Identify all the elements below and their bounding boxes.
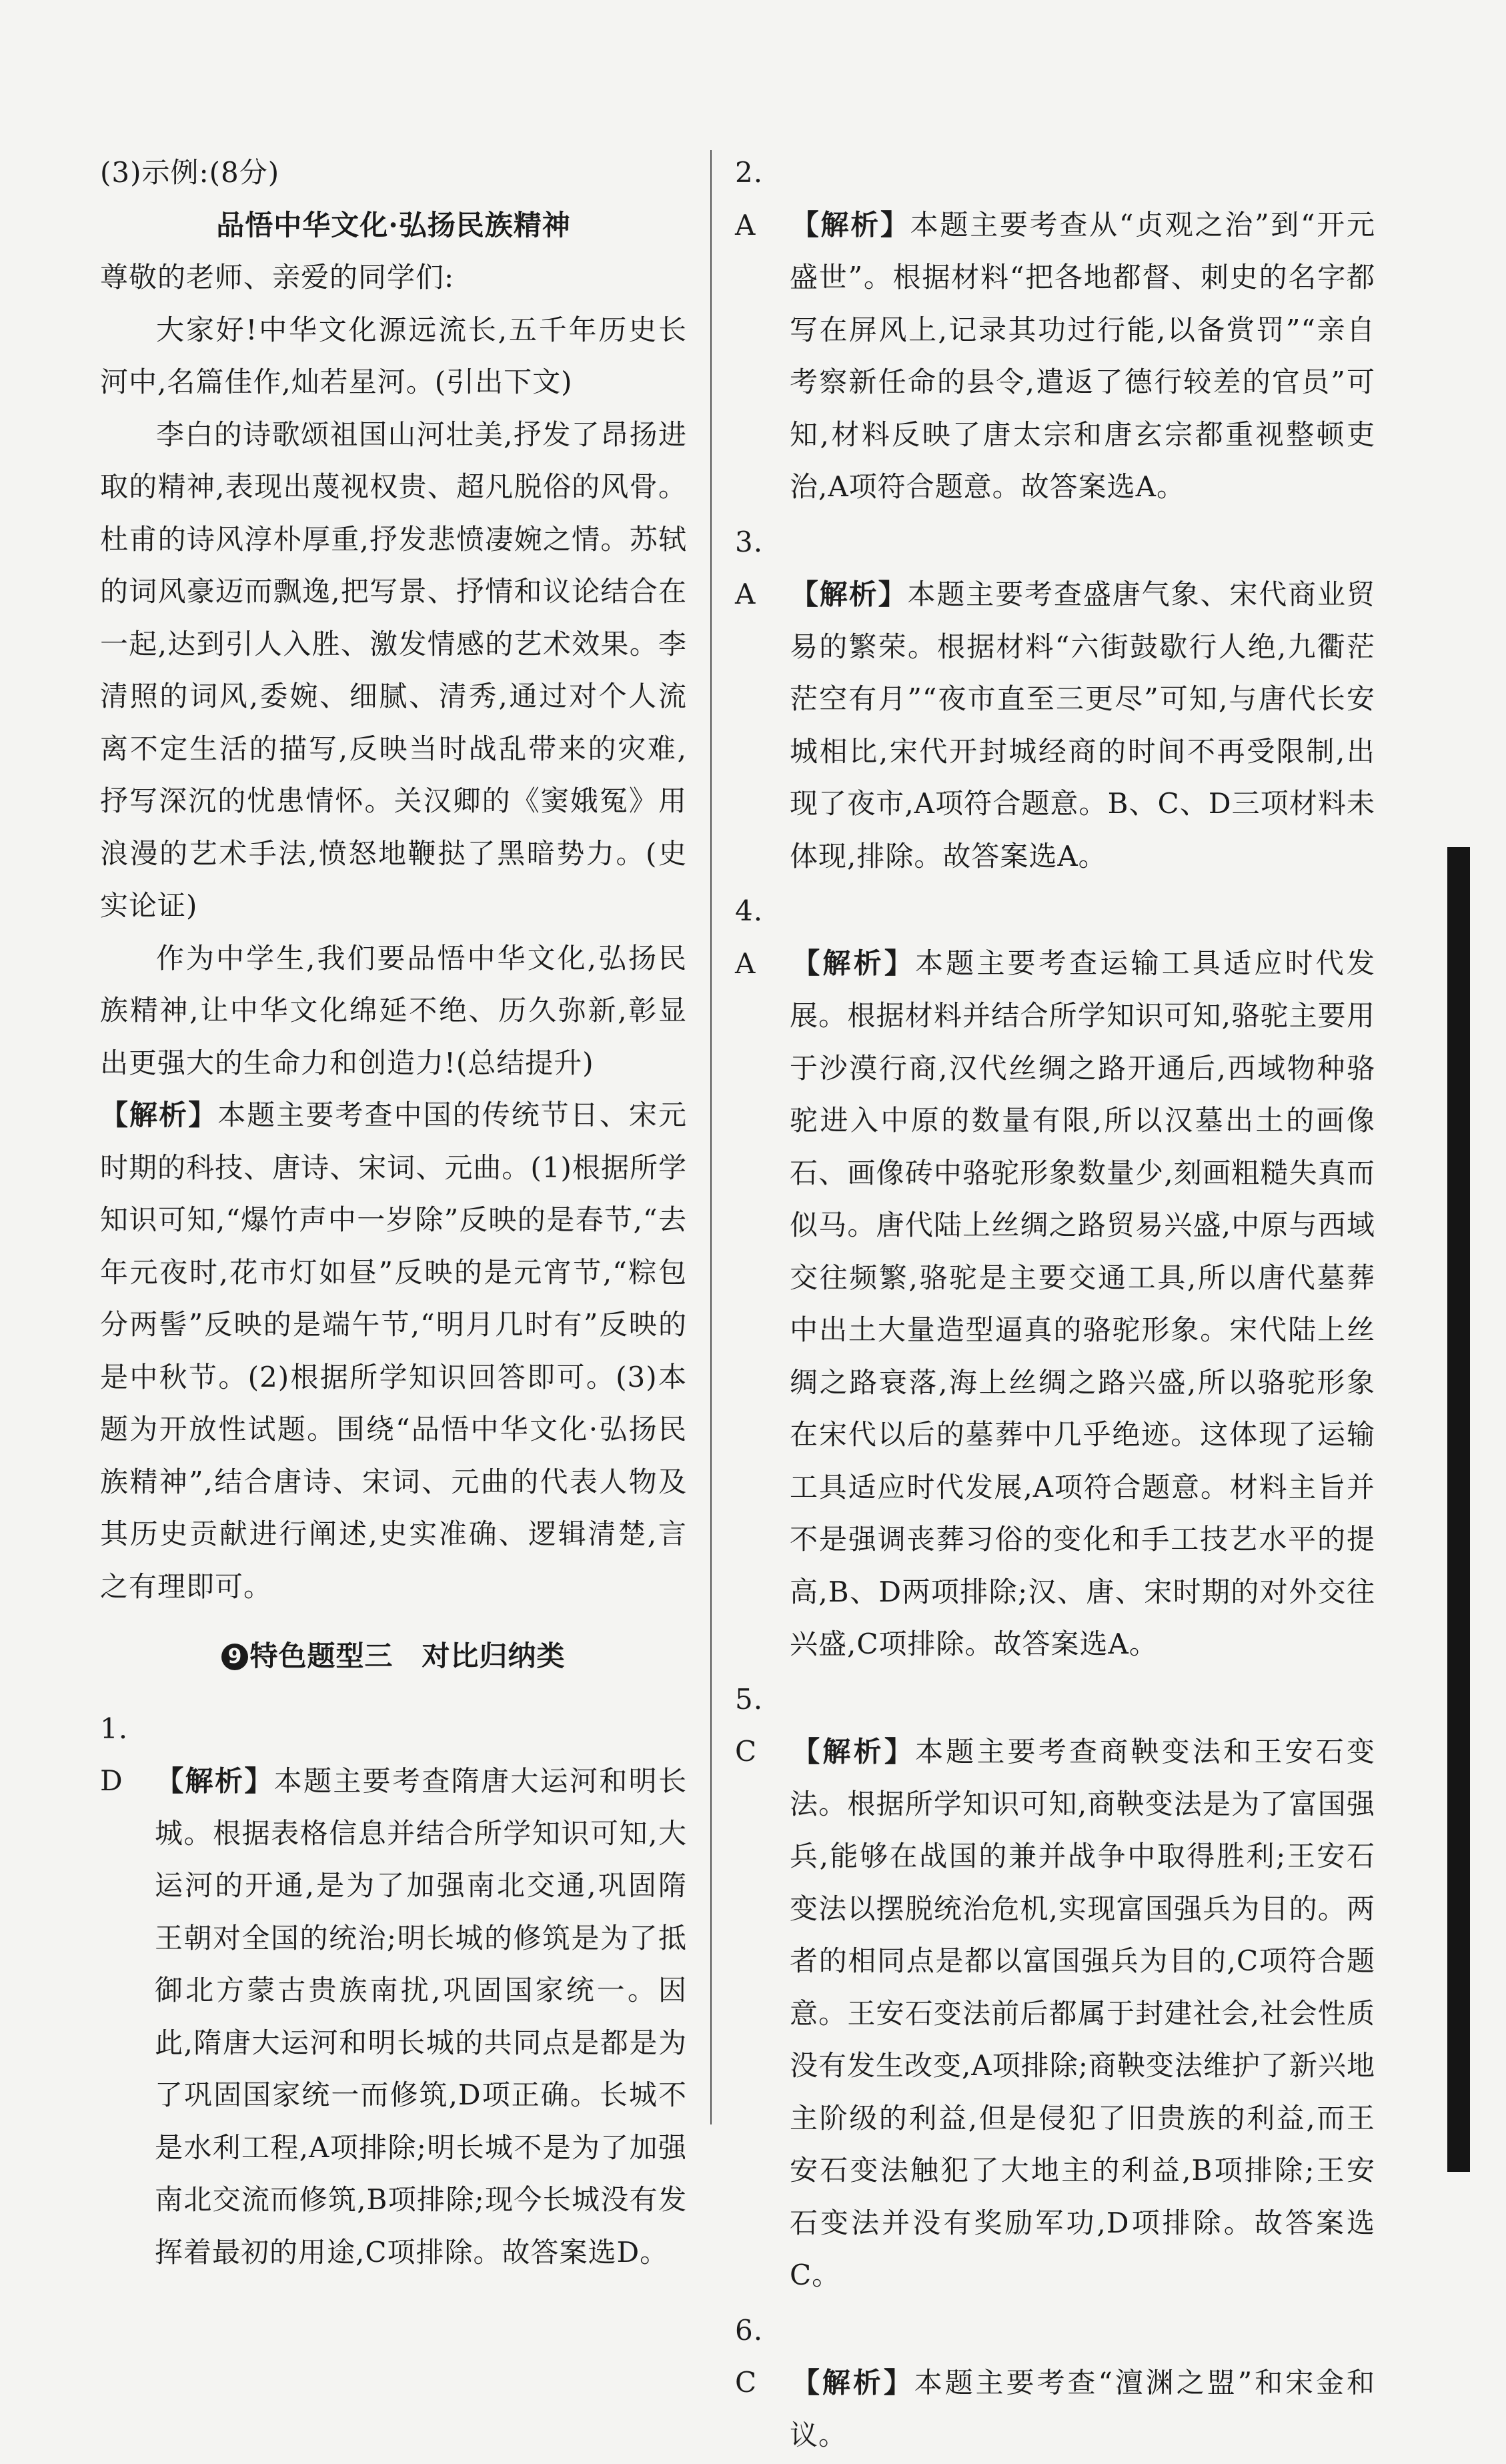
answer-item-4 [735,885,1375,1671]
essay-paragraph-2-text: 李白的诗歌颂祖国山河壮美,抒发了昂扬进取的精神,表现出蔑视权贵、超凡脱俗的风骨。杜甫的诗风淳朴厚重,抒发悲愤凄婉之情。苏轼的词风豪迈而飘逸,把写景、抒情和议论结合在一起,达到引人入胜、激发情感的艺术效果。李清照的词风,委婉、细腻、清秀,通过对个人流离不定生活的描写,反映当时战乱带来的灾难,抒写深沉的忧患情怀。关汉卿的《窦娥冤》用浪漫的艺术手法,愤怒地鞭挞了黑暗势力。 [100,418,687,870]
answer-text: 本题主要考查运输工具适应时代发展。根据材料并结合所学知识可知,骆驼主要用于沙漠行商,汉代丝绸之路开通后,西域物种骆驼进入中原的数量有限,所以汉墓出土的画像石、画像砖中骆驼形象数量少,刻画粗糙失真而似马。唐代陆上丝绸之路贸易兴盛,中原与西域交往频繁,骆驼是主要交通工具,所以唐代墓葬中出土大量造型逼真的骆驼形象。宋代陆上丝绸之路衰落,海上丝绸之路兴盛,所以骆驼形象在宋代以后的墓葬中几乎绝迹。这体现了运输工具适应时代发展,A项符合题意。材料主旨并不是强调丧葬习俗的变化和手工技艺水平的提高,B、D两项排除;汉、唐、宋时期的对外交往兴盛,C项排除。故答案选A。 [790,947,1375,1660]
analysis-tag: 【解析】 [100,1099,218,1131]
answer-text: 本题主要考查隋唐大运河和明长城。根据表格信息并结合所学知识可知,大运河的开通,是为了加强南北交通,巩固隋王朝对全国的统治;明长城的修筑是为了抵御北方蒙古贵族南扰,巩固国家统一。因此,隋唐大运河和明长城的共同点是都是为了巩固国家统一而修筑,D项正确。长城不是水利工程,A项排除;明长城不是为了加强南北交流而修筑,B项排除;现今长城没有发挥着最初的用途,C项排除。故答案选D。 [155,1764,687,2269]
scan-edge-shadow [1447,847,1470,2172]
answer-number: 4. A [735,894,764,980]
essay-paragraph-1-text: 大家好!中华文化源远流长,五千年历史长河中,名篇佳作,灿若星河。 [100,313,687,398]
analysis-tag: 【解析】 [790,578,908,610]
essay-greeting: 尊敬的老师、亲爱的同学们: [100,261,455,293]
section-number-badge: 9 [221,1644,248,1670]
answer-text: 本题主要考查“澶渊之盟”和宋金和议。 [790,2366,1375,2451]
essay-paragraph-3 [100,933,687,1090]
column-divider [710,150,712,2124]
essay-paragraph-3-note: (总结提升) [456,1046,594,1079]
section-title: 特色题型三 对比归纳类 [249,1640,566,1672]
answer-text: 本题主要考查商鞅变法和王安石变法。根据所学知识可知,商鞅变法是为了富国强兵,能够在战国的兼并战争中取得胜利;王安石变法以摆脱统治危机,实现富国强兵为目的。两者的相同点是都以富国强兵为目的,C项符合题意。王安石变法前后都属于封建社会,社会性质没有发生改变,A项排除;商鞅变法维护了新兴地主阶级的利益,但是侵犯了旧贵族的利益,而王安石变法触犯了大地主的利益,B项排除;王安石变法并没有奖励军功,D项排除。故答案选C。 [790,1735,1375,2291]
analysis-tag: 【解析】 [790,208,910,241]
answer-number: 6. C [735,2313,764,2399]
essay-paragraph-1-note: (引出下文) [434,366,573,398]
essay-paragraph-2 [100,409,687,933]
right-column [735,147,1375,2464]
answer-item-2 [735,147,1375,514]
essay-paragraph-3-text: 作为中学生,我们要品悟中华文化,弘扬民族精神,让中华文化绵延不绝、历久弥新,彰显出更强大的生命力和创造力! [100,941,687,1079]
essay-paragraph-2-note: (史实论证) [100,836,687,922]
answer-item-3 [735,516,1375,883]
answer-number: 3. A [735,525,764,610]
analysis-tag: 【解析】 [790,1735,916,1768]
analysis-tag: 【解析】 [790,2366,914,2399]
answer-number: 5. C [735,1682,764,1768]
answer-number: 2. A [735,156,764,241]
essay-paragraph-1 [100,304,687,409]
analysis-tag: 【解析】 [790,947,916,980]
answer-item-1 [100,1703,687,2279]
analysis-paragraph [100,1089,687,1613]
answer-text: 本题主要考查盛唐气象、宋代商业贸易的繁荣。根据材料“六街鼓歇行人绝,九衢茫茫空有月”“夜市直至三更尽”可知,与唐代长安城相比,宋代开封城经商的时间不再受限制,出现了夜市,A项符合题意。B、C、D三项材料未体现,排除。故答案选A。 [790,578,1375,872]
essay-title: 品悟中华文化·弘扬民族精神 [216,208,571,241]
answer-item-5 [735,1674,1375,2302]
analysis-tag: 【解析】 [155,1764,274,1797]
answer-text: 本题主要考查从“贞观之治”到“开元盛世”。根据材料“把各地都督、刺史的名字都写在屏风上,记录其功过行能,以备赏罚”“亲自考察新任命的县令,遣返了德行较差的官员”可知,材料反映了唐太宗和唐玄宗都重视整顿吏治,A项符合题意。故答案选A。 [790,208,1375,503]
left-column [100,147,687,2281]
analysis-text: 本题主要考查中国的传统节日、宋元时期的科技、唐诗、宋词、元曲。(1)根据所学知识可知,“爆竹声中一岁除”反映的是春节,“去年元夜时,花市灯如昼”反映的是元宵节,“粽包分两髻”反映的是端午节,“明月几时有”反映的是中秋节。(2)根据所学知识回答即可。(3)本题为开放性试题。围绕“品悟中华文化·弘扬民族精神”,结合唐诗、宋词、元曲的代表人物及其历史贡献进行阐述,史实准确、逻辑清楚,言之有理即可。 [100,1099,687,1603]
answer-item-6 [735,2305,1375,2462]
example-heading: (3)示例:(8分) [100,156,280,189]
answer-number: 1. D [100,1712,129,1797]
section-heading [100,1630,687,1683]
